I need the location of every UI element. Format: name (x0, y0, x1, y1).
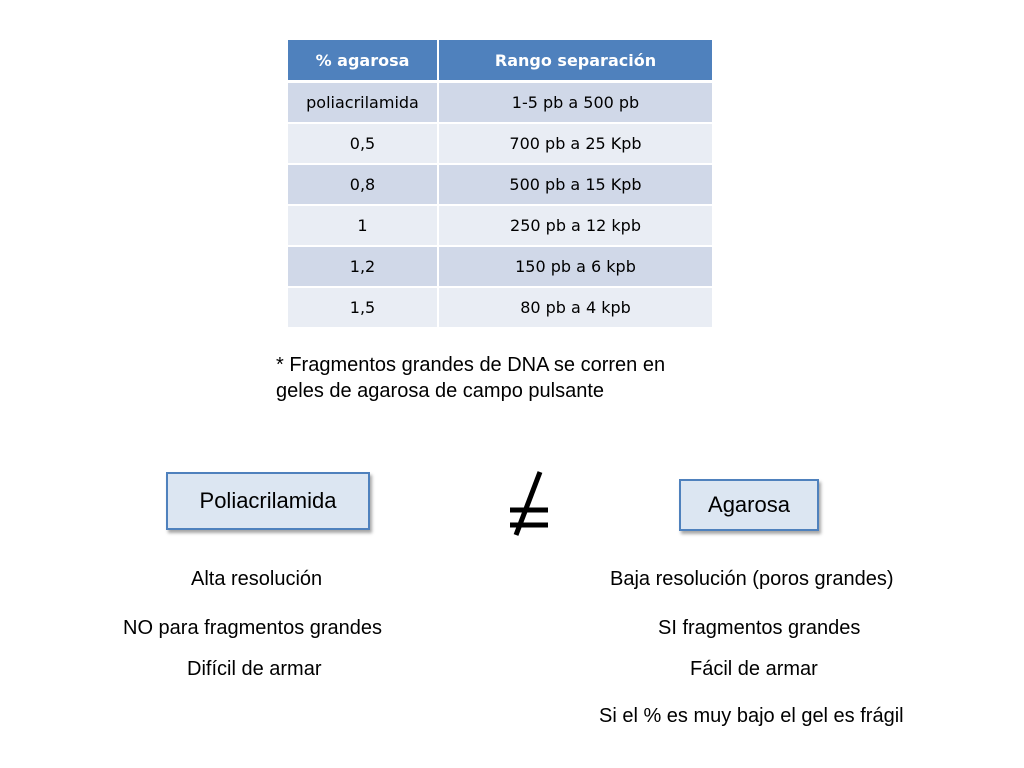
table-cell: 80 pb a 4 kpb (438, 287, 712, 328)
table-row (288, 205, 712, 246)
left-item-high-resolution: Alta resolución (191, 568, 323, 590)
column-header-agarose: % agarosa (288, 40, 438, 82)
table-row (288, 246, 712, 287)
right-item-large-fragments: SI fragmentos grandes (658, 617, 861, 639)
table-cell: 250 pb a 12 kpb (438, 205, 712, 246)
footnote (276, 352, 746, 404)
table-row (288, 123, 712, 164)
footnote-line-2: geles de agarosa de campo pulsante (276, 380, 605, 402)
table-cell: 1,5 (288, 287, 438, 328)
table-row (288, 164, 712, 205)
agarose-label: Agarosa (708, 492, 790, 517)
left-item-hard-to-assemble: Difícil de armar (187, 658, 322, 680)
right-item-easy-to-assemble: Fácil de armar (690, 658, 818, 680)
right-item-low-resolution: Baja resolución (poros grandes) (610, 568, 894, 590)
agarose-range-table (288, 40, 712, 329)
agarose-box (679, 479, 819, 531)
left-item-not-large-fragments: NO para fragmentos grandes (123, 617, 383, 639)
not-equal-icon (504, 468, 554, 538)
table-cell: 1 (288, 205, 438, 246)
footnote-line-1: * Fragmentos grandes de DNA se corren en (276, 354, 666, 376)
table-cell: 0,5 (288, 123, 438, 164)
table-row (288, 287, 712, 328)
right-item-fragile-gel: Si el % es muy bajo el gel es frágil (599, 705, 904, 727)
table-cell: 0,8 (288, 164, 438, 205)
polyacrylamide-label: Poliacrilamida (199, 488, 337, 513)
table-cell: 150 pb a 6 kpb (438, 246, 712, 287)
table-cell: 1-5 pb a 500 pb (438, 82, 712, 124)
table-cell: 700 pb a 25 Kpb (438, 123, 712, 164)
table-cell: 1,2 (288, 246, 438, 287)
table-header-row (288, 40, 712, 82)
table-row (288, 82, 712, 124)
table-cell: 500 pb a 15 Kpb (438, 164, 712, 205)
polyacrylamide-box (166, 472, 370, 530)
column-header-range: Rango separación (438, 40, 712, 82)
table-cell: poliacrilamida (288, 82, 438, 124)
